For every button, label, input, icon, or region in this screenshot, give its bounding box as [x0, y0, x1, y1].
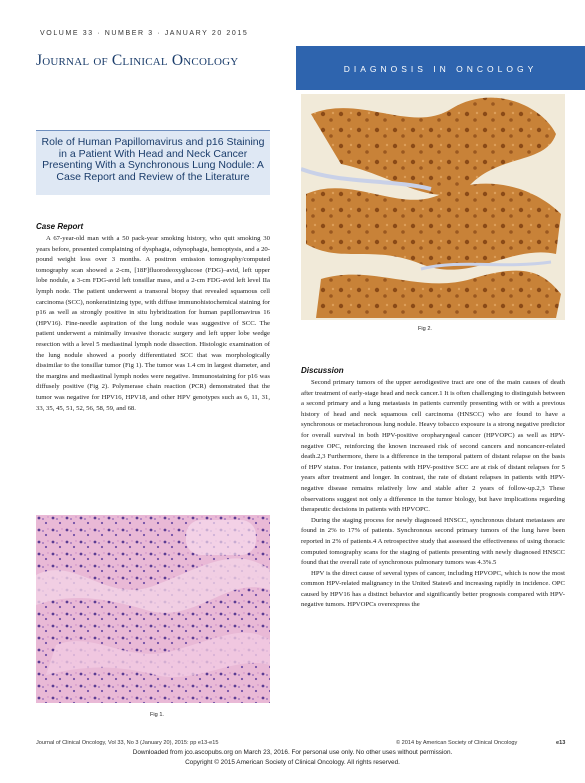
page-number: e13 — [556, 740, 566, 746]
article-title: Role of Human Papillomavirus and p16 Staining in a Patient With Head and Neck Cancer Presenting With a Synchronous Lung Nodule: A Case Report and Review of the Literature — [41, 136, 265, 183]
case-report-heading: Case Report — [36, 222, 84, 231]
footer-copyright: © 2014 by American Society of Clinical Oncology — [396, 740, 518, 746]
issue-line: VOLUME 33 · NUMBER 3 · JANUARY 20 2015 — [40, 30, 249, 37]
discussion-paragraph: During the staging process for newly diagnosed HNSCC, synchronous distant metastases are found in 2% to 17% of patients. Synchronous second primary tumors of the lung have been reported in 2% of patients.4 A retrospective study that assessed the effectiveness of using thoracic computed tomography scans for the staging of patients presenting with newly diagnosed HNSCC found that the overall rate of synchronous pulmonary tumors was 4.3%.5 — [301, 516, 565, 567]
footer-citation: Journal of Clinical Oncology, Vol 33, No 3 (January 20), 2015: pp e13-e15 — [36, 740, 219, 746]
case-report-body — [36, 234, 270, 414]
discussion-heading: Discussion — [301, 366, 344, 375]
figure-2-image — [301, 94, 565, 320]
journal-name: Journal of Clinical Oncology — [36, 52, 239, 69]
figure-2-caption: Fig 2. — [418, 326, 432, 332]
copyright-notice: Copyright © 2015 American Society of Clinical Oncology. All rights reserved. — [185, 759, 400, 766]
discussion-paragraph: Second primary tumors of the upper aerodigestive tract are one of the main causes of death after treatment of early-stage head and neck cancer.1 It is often challenging to distinguish between a second primary and a lung metastasis in patients currently presenting with or with a previous history of head and neck squamous cell carcinoma (HNSCC) who are found to have a synchronous or metachronous lung nodule. Heavy tobacco exposure is a strong negative predictor for overall survival in both HPV-positive oropharyngeal cancer (HPVOPC) as well as HPV-negative OPC, reinforcing the known increased risk of second cancers and noncancer-related death.2,3 Furthermore, there is a difference in the temporal pattern of distant relapse on the basis of HPV status. For instance, patients with HPV-positive SCC are at risk of distant relapses for 5 years after treatment and longer. In contrast, the rate of distant relapses in patients with HPV-negative disease remains relatively low and stable after 2 years of follow-up.2,3 These observations suggest not only a difference in the tumor biology, but have implications regarding therapeutic decisions in patients with HPVOPC. — [301, 379, 565, 514]
download-notice: Downloaded from jco.ascopubs.org on March 23, 2016. For personal use only. No other uses without permission. — [132, 749, 453, 756]
figure-1-image — [36, 515, 270, 703]
discussion-paragraph: HPV is the direct cause of several types of cancer, including HPVOPC, which is now the most common HPV-related malignancy in the United States6 and increasing rapidly in incidence. OPC caused by HPV16 has a distinct behavior and significantly better prognosis compared with HPV-negative tumors. HPVOPCs overexpress the — [301, 569, 565, 609]
discussion-body — [301, 378, 565, 611]
figure-1-caption: Fig 1. — [150, 712, 164, 718]
section-label: DIAGNOSIS IN ONCOLOGY — [343, 64, 538, 74]
case-report-paragraph: A 67-year-old man with a 50 pack-year smoking history, who quit smoking 30 years before, presented complaining of dysphagia, odynophagia, hemoptysis, and a 20-pound weight loss over 3 months. A positron emission tomography/computed tomography scan showed a 2-cm, [18F]fluorodeoxyglucose (FDG)–avid, left upper lobe nodule, a 3-cm FDG-avid left tonsillar mass, and a 2-cm FDG-avid left level IIa lymph node. The patient underwent a transoral biopsy that revealed squamous cell carcinoma (SCC), nonkeratinizing type, with diffuse immunohistochemical staining for p16 as well as strongly positive in situ hybridization for human papillomavirus 16 (HPV16). Fine-needle aspiration of the lung nodule was suggestive of SCC. The patient underwent a minimally invasive thoracic surgery and left upper lobe wedge resection with a level 5 mediastinal lymph node dissection. Histologic examination of the lung nodule showed a poorly differentiated SCC that was morphologically dissimilar to the tonsillar tumor (Fig 1). The tumor was 1.4 cm in largest diameter, and the margins and mediastinal lymph nodes were negative. Immunostaining for p16 was diffusely positive (Fig 2). Polymerase chain reaction (PCR) demonstrated that the tumor was negative for HPV16, HPV18, and other HPV genotypes such as 6, 11, 31, 33, 35, 45, 51, 52, 56, 58, 59, and 68. — [36, 235, 270, 412]
